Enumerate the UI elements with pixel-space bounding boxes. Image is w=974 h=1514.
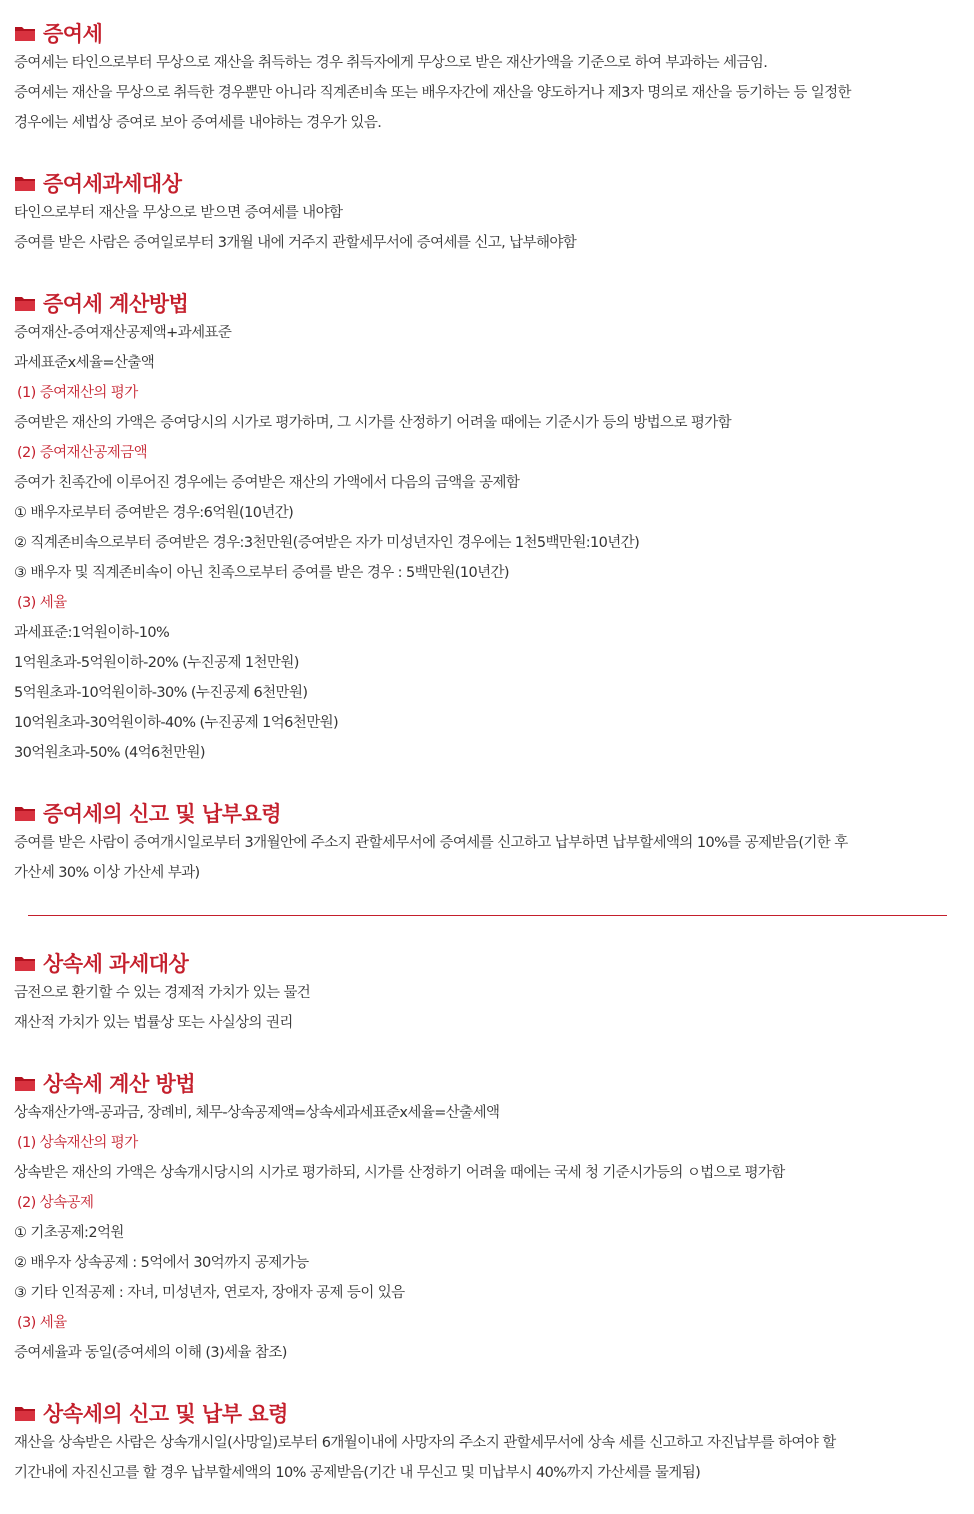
body-text: 경우에는 세법상 증여로 보아 증여세를 내야하는 경우가 있음. (14, 115, 382, 131)
subheading: (3) 세율 (17, 595, 67, 611)
section-inheritance-tax-target (14, 948, 934, 1038)
section-inheritance-tax-filing (14, 1398, 934, 1488)
section-title: 증여세과세대상 (43, 172, 182, 196)
body-text: 상속재산가액-공과금, 장례비, 체무-상속공제액=상속세과세표준x세율=산출세액 (14, 1105, 500, 1121)
body-text: 증여세는 타인으로부터 무상으로 재산을 취득하는 경우 취득자에게 무상으로 받은 재산가액을 기준으로 하여 부과하는 세금임. (14, 55, 768, 71)
body-text: 증여가 친족간에 이루어진 경우에는 증여받은 재산의 가액에서 다음의 금액을 공제함 (14, 475, 520, 491)
body-text: 증여를 받은 사람이 증여개시일로부터 3개월안에 주소지 관할세무서에 증여세를 신고하고 납부하면 납부할세액의 10%를 공제받음(기한 후 (14, 835, 848, 851)
section-title: 상속세의 신고 및 납부 요령 (43, 1402, 288, 1426)
section-inheritance-tax-calc (14, 1068, 934, 1368)
body-text: 증여세는 재산을 무상으로 취득한 경우뿐만 아니라 직계존비속 또는 배우자간에 재산을 양도하거나 제3자 명의로 재산을 등기하는 등 일정한 (14, 85, 851, 101)
section-title: 상속세 계산 방법 (43, 1072, 196, 1096)
body-text: 5억원초과-10억원이하-30% (누진공제 6천만원) (14, 685, 308, 701)
body-text: 재산적 가치가 있는 법률상 또는 사실상의 권리 (14, 1015, 293, 1031)
section-divider (28, 915, 947, 916)
section-header (14, 1068, 934, 1098)
section-header (14, 948, 934, 978)
body-text: 기간내에 자진신고를 할 경우 납부할세액의 10% 공제받음(기간 내 무신고 및 미납부시 40%까지 가산세를 물게됨) (14, 1465, 701, 1481)
folder-icon (14, 24, 36, 42)
body-text: 재산을 상속받은 사람은 상속개시일(사망일)로부터 6개월이내에 사망자의 주소지 관할세무서에 상속 세를 신고하고 자진납부를 하여야 할 (14, 1435, 836, 1451)
body-text: 1억원초과-5억원이하-20% (누진공제 1천만원) (14, 655, 299, 671)
list-item: ③ 기타 인적공제 : 자녀, 미성년자, 연로자, 장애자 공제 등이 있음 (14, 1285, 405, 1301)
body-text: 과세표준:1억원이하-10% (14, 625, 170, 641)
section-header (14, 168, 934, 198)
body-text: 금전으로 환기할 수 있는 경제적 가치가 있는 물건 (14, 985, 311, 1001)
section-header (14, 1398, 934, 1428)
folder-icon (14, 804, 36, 822)
subheading: (2) 상속공제 (17, 1195, 94, 1211)
subheading: (1) 증여재산의 평가 (17, 385, 138, 401)
body-text: 10억원초과-30억원이하-40% (누진공제 1억6천만원) (14, 715, 339, 731)
folder-icon (14, 954, 36, 972)
section-title: 증여세의 신고 및 납부요령 (43, 802, 282, 826)
list-item: ② 직계존비속으로부터 증여받은 경우:3천만원(증여받은 자가 미성년자인 경우에는 1천5백만원:10년간) (14, 535, 640, 551)
section-header (14, 18, 934, 48)
section-gift-tax (14, 18, 934, 138)
subheading: (2) 증여재산공제금액 (17, 445, 148, 461)
folder-icon (14, 294, 36, 312)
body-text: 증여받은 재산의 가액은 증여당시의 시가로 평가하며, 그 시가를 산정하기 어려울 때에는 기준시가 등의 방법으로 평가함 (14, 415, 732, 431)
section-header (14, 798, 934, 828)
section-title: 상속세 과세대상 (43, 952, 189, 976)
subheading: (1) 상속재산의 평가 (17, 1135, 138, 1151)
section-gift-tax-filing (14, 798, 934, 888)
section-gift-tax-target (14, 168, 934, 258)
folder-icon (14, 174, 36, 192)
body-text: 30억원초과-50% (4억6천만원) (14, 745, 205, 761)
section-header (14, 288, 934, 318)
body-text: 과세표준x세율=산출액 (14, 355, 155, 371)
folder-icon (14, 1404, 36, 1422)
body-text: 가산세 30% 이상 가산세 부과) (14, 865, 200, 881)
body-text: 증여재산-증여재산공제액+과세표준 (14, 325, 232, 341)
list-item: ① 기초공제:2억원 (14, 1225, 124, 1241)
subheading: (3) 세율 (17, 1315, 67, 1331)
body-text: 상속받은 재산의 가액은 상속개시당시의 시가로 평가하되, 시가를 산정하기 어려울 때에는 국세 청 기준시가등의 ㅇ법으로 평가함 (14, 1165, 785, 1181)
body-text: 타인으로부터 재산을 무상으로 받으면 증여세를 내야함 (14, 205, 343, 221)
section-title: 증여세 (43, 22, 103, 46)
list-item: ③ 배우자 및 직계존비속이 아닌 친족으로부터 증여를 받은 경우 : 5백만원(10년간) (14, 565, 509, 581)
body-text: 증여세율과 동일(증여세의 이해 (3)세율 참조) (14, 1345, 287, 1361)
folder-icon (14, 1074, 36, 1092)
section-gift-tax-calc (14, 288, 934, 768)
section-title: 증여세 계산방법 (43, 292, 189, 316)
list-item: ② 배우자 상속공제 : 5억에서 30억까지 공제가능 (14, 1255, 309, 1271)
body-text: 증여를 받은 사람은 증여일로부터 3개월 내에 거주지 관할세무서에 증여세를 신고, 납부해야함 (14, 235, 577, 251)
list-item: ① 배우자로부터 증여받은 경우:6억원(10년간) (14, 505, 294, 521)
